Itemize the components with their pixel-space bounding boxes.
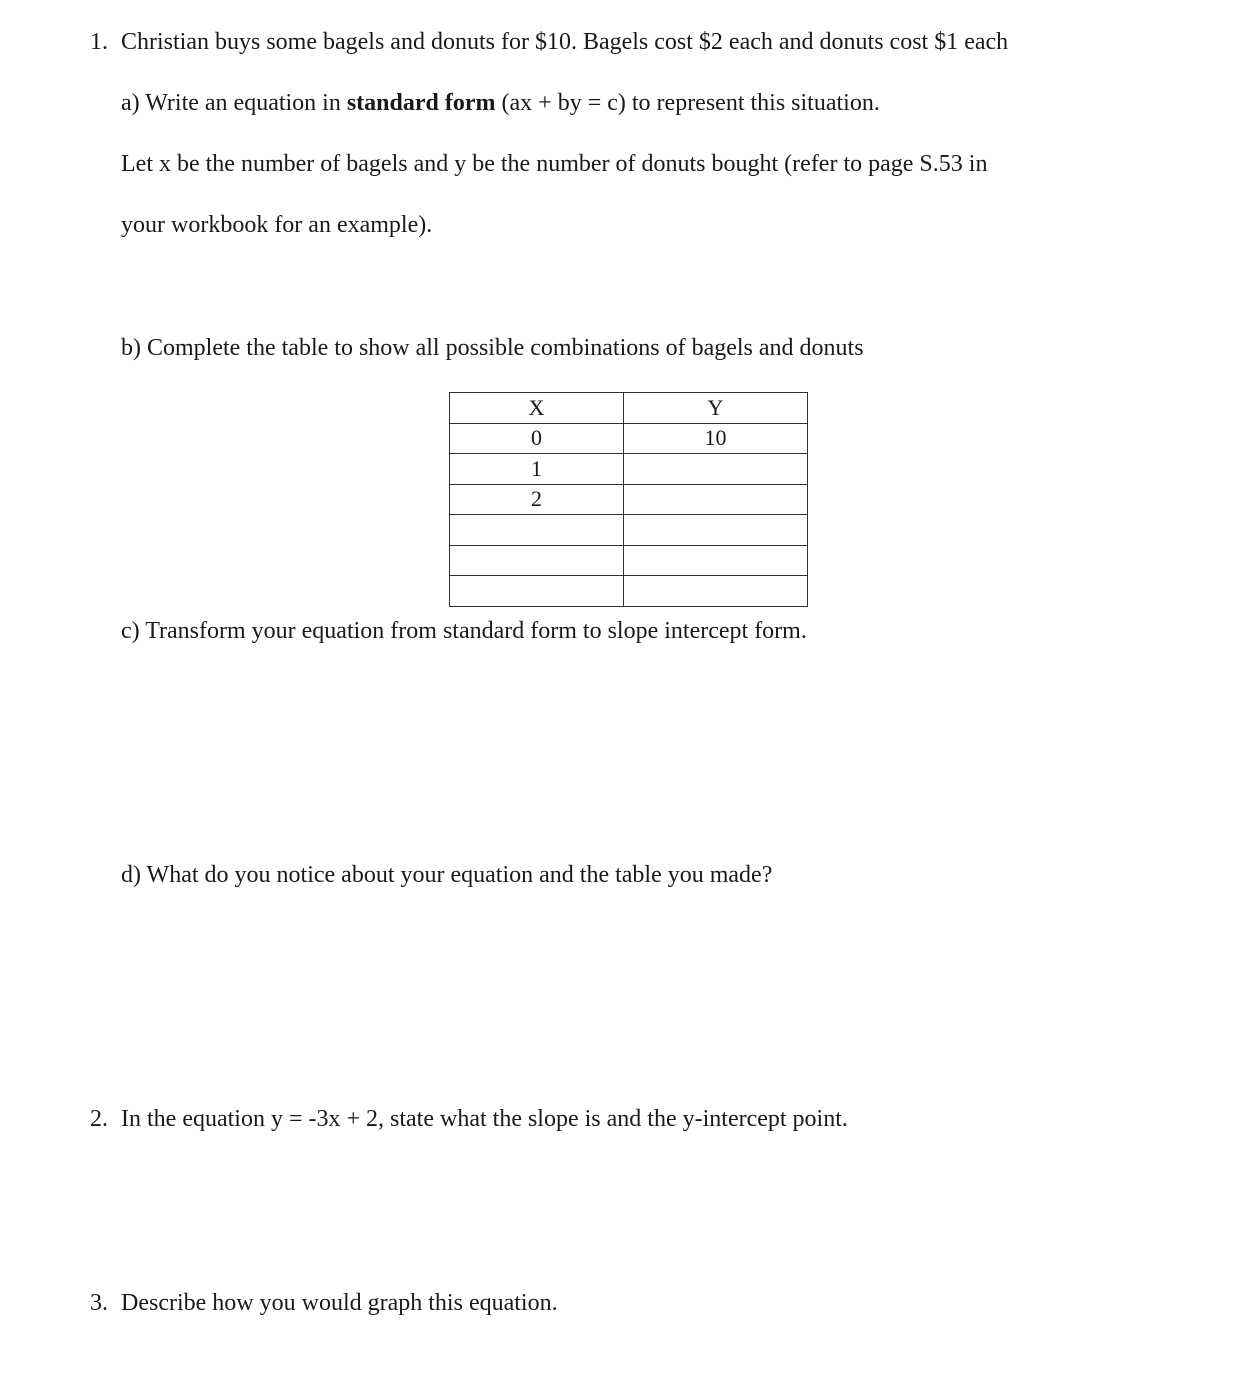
table-cell-y[interactable] [624,484,808,515]
part-b-text: b) Complete the table to show all possible combinations of bagels and donuts [121,335,864,361]
part-a-line-3: your workbook for an example). [121,212,433,238]
part-a-prefix: a) Write an equation in [121,90,347,116]
table-row [450,545,808,576]
table-row [450,454,808,485]
table-cell-x[interactable]: 1 [450,454,624,485]
table-cell-y[interactable]: 10 [624,423,808,454]
table-row [450,423,808,454]
table-cell-y[interactable] [624,545,808,576]
part-a-suffix: (ax + by = c) to represent this situation. [495,90,880,116]
table-header-x: X [450,393,624,424]
question-1-number: 1. [90,29,108,55]
table-cell-y[interactable] [624,515,808,546]
part-d-text: d) What do you notice about your equation and the table you made? [121,862,773,888]
table-cell-y[interactable] [624,454,808,485]
table-cell-x[interactable] [450,576,624,607]
question-3 [90,1288,558,1318]
table-header-y: Y [624,393,808,424]
table-row [450,515,808,546]
combinations-table-wrapper [449,392,808,607]
question-2-text: In the equation y = -3x + 2, state what the slope is and the y-intercept point. [121,1106,848,1132]
table-cell-x[interactable]: 0 [450,423,624,454]
question-2-number: 2. [90,1106,108,1132]
part-a-line-1 [121,88,880,118]
table-row [450,484,808,515]
table-cell-x[interactable] [450,515,624,546]
part-a-line-2: Let x be the number of bagels and y be the number of donuts bought (refer to page S.53 in [121,151,988,177]
question-1-text: Christian buys some bagels and donuts for $10. Bagels cost $2 each and donuts cost $1 each [121,29,1009,55]
question-2 [90,1104,848,1134]
part-c-text: c) Transform your equation from standard form to slope intercept form. [121,618,807,644]
question-3-number: 3. [90,1290,108,1316]
table-header-row [450,393,808,424]
table-cell-y[interactable] [624,576,808,607]
part-a-bold-term: standard form [346,90,496,116]
combinations-table [449,392,808,607]
table-cell-x[interactable]: 2 [450,484,624,515]
table-row [450,576,808,607]
table-cell-x[interactable] [450,545,624,576]
question-1 [90,27,1008,57]
question-3-text: Describe how you would graph this equation. [121,1290,558,1316]
